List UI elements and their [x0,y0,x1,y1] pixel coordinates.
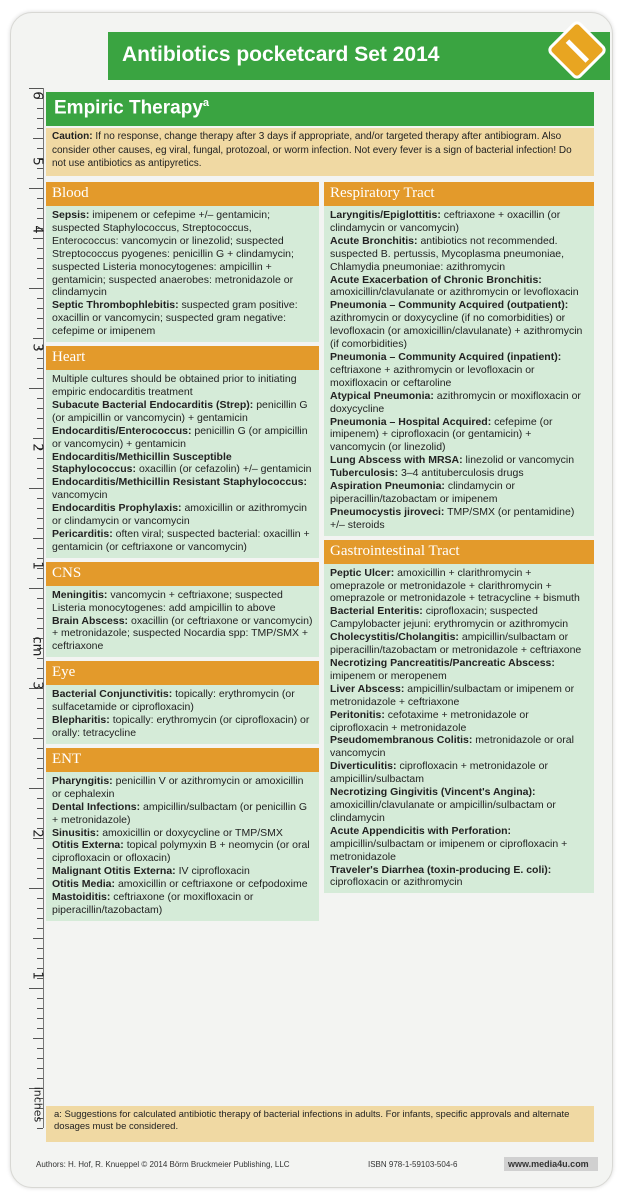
condition-name: Dental Infections: [52,800,141,813]
therapy-entry [52,615,314,654]
section-heading: Eye [46,661,319,685]
ruler-tick [29,488,43,489]
ruler-tick [37,218,43,219]
ruler-tick [37,418,43,419]
ruler-tick [37,598,43,599]
section-heading: ENT [46,748,319,772]
condition-name: Malignant Otitis Externa: [52,865,176,878]
condition-name: Tuberculosis: [330,467,399,480]
condition-name: Aspiration Pneumonia: [330,480,445,493]
therapy-entry [330,825,589,864]
treatment-text: suspected gram positive: oxacillin or vancomycin; suspected gram negative: cefepime or imipenem [52,299,298,338]
therapy-entry [52,399,314,425]
ruler-number: 3 [29,343,45,352]
ruler-tick [37,618,43,619]
ruler-tick [37,1008,43,1009]
ruler-tick [37,758,43,759]
therapy-entry [330,760,589,786]
treatment-text: ceftriaxone + oxacillin (or clindamycin or vancomycin) [330,209,561,234]
ruler-tick [37,868,43,869]
section-body [46,685,319,744]
condition-name: Laryngitis/Epiglottitis: [330,209,441,221]
ruler-tick [37,108,43,109]
ruler-tick [37,258,43,259]
ruler-number: 4 [29,225,45,234]
treatment-text: amoxicillin or doxycycline or TMP/SMX [102,826,283,839]
treatment-text: ciprofloxacin; suspected Campylobacter jejuni: erythromycin or azithromycin [330,605,569,631]
treatment-text: penicillin G (or ampicillin or vancomycin) + gentamicin [52,424,308,450]
therapy-entry [52,865,314,878]
condition-name: Bacterial Enteritis: [330,605,423,618]
therapy-entry [52,209,314,299]
ruler-number: 1 [29,561,45,570]
ruler-tick [37,548,43,549]
condition-name: Sinusitis: [52,826,100,839]
treatment-text: ampicillin/sulbactam or piperacillin/tazobactam or metronidazole + ceftriaxone [330,631,582,657]
ruler-tick [37,848,43,849]
measurement-ruler [14,88,44,1128]
therapy-entry [330,390,589,416]
condition-name: Mastoiditis: [52,891,111,904]
ruler-number: 6 [29,91,45,100]
condition-name: Endocarditis Prophylaxis: [52,502,182,515]
therapy-entry [52,775,314,801]
ruler-number: 2 [29,829,45,838]
left-column [46,182,319,925]
section-heading: CNS [46,562,319,586]
section-heading: Blood [46,182,319,206]
ruler-tick [33,938,43,939]
therapy-entry [52,878,314,891]
section-heading: Heart [46,346,319,370]
ruler-tick [37,458,43,459]
treatment-text: 3–4 antituberculosis drugs [401,467,524,480]
ruler-tick [37,328,43,329]
section-body [46,206,319,342]
ruler-tick [37,1058,43,1059]
condition-name: Bacterial Conjunctivitis: [52,688,173,701]
treatment-text: Multiple cultures should be obtained prior to initiating empiric endocarditis treatment [52,373,297,398]
ruler-tick [37,708,43,709]
ruler-tick [37,718,43,719]
ruler-tick [37,918,43,919]
therapy-entry [52,827,314,840]
ruler-tick [37,278,43,279]
ruler-tick [37,128,43,129]
treatment-text: ceftriaxone (or moxifloxacin or piperacillin/tazobactam) [52,891,254,916]
section-heading: Gastrointestinal Tract [324,540,594,564]
treatment-text: topically: erythromycin (or ciprofloxacin) or orally: tetracycline [52,714,310,739]
ruler-tick [29,588,43,589]
condition-name: Cholecystitis/Cholangitis: [330,631,459,644]
treatment-text: often viral; suspected bacterial: oxacillin + gentamicin (or ceftriaxone or vancomycin) [52,527,310,553]
condition-name: Pneumonia – Hospital Acquired: [330,415,492,428]
treatment-text: penicillin V or azithromycin or amoxicillin or cephalexin [52,774,304,800]
condition-name: Endocarditis/Methicillin Resistant Staphylococcus: [52,476,307,489]
ruler-tick [37,178,43,179]
right-column [324,182,594,897]
treatment-text: penicillin G (or ampicillin or vancomycin) + gentamicin [52,398,308,424]
condition-name: Pseudomembranous Colitis: [330,734,473,747]
condition-name: Brain Abscess: [52,614,129,627]
section-body [46,586,319,658]
condition-name: Acute Bronchitis: [330,234,418,247]
condition-name: Necrotizing Gingivitis (Vincent's Angina): [330,786,536,799]
ruler-tick [29,788,43,789]
treatment-text: ampicillin/sulbactam (or penicillin G + metronidazole) [52,800,307,826]
therapy-entry [52,589,314,615]
ruler-tick [37,898,43,899]
treatment-text: amoxicillin/clavulanate or azithromycin or levofloxacin [330,286,579,299]
section-body [324,206,594,536]
ruler-tick [37,1028,43,1029]
ruler-tick [37,698,43,699]
ruler-tick [37,468,43,469]
ruler-tick [37,508,43,509]
treatment-text: ampicillin/sulbactam or imipenem or metronidazole + ceftriaxone [330,682,575,708]
ruler-tick [37,778,43,779]
treatment-text: amoxicillin/clavulanate or ampicillin/sulbactam or clindamycin [330,798,556,824]
section-eye [46,661,319,744]
treatment-text: clindamycin or piperacillin/tazobactam or imipenem [330,480,515,505]
treatment-text: topically: erythromycin (or sulfacetamide or ciprofloxacin) [52,688,295,714]
ruler-tick [37,498,43,499]
ruler-tick [37,318,43,319]
condition-name: Traveler's Diarrhea (toxin-producing E. coli): [330,863,552,876]
condition-name: Peritonitis: [330,708,385,721]
publisher-link[interactable]: www.media4u.com [504,1157,598,1171]
treatment-text: oxacillin (or cefazolin) +/– gentamicin [138,463,312,476]
treatment-text: amoxicillin or azithromycin or clindamycin or vancomycin [52,502,308,528]
ruler-tick [37,728,43,729]
isbn: ISBN 978-1-59103-504-6 [368,1160,458,1169]
ruler-tick [37,358,43,359]
ruler-tick [29,988,43,989]
therapy-entry [330,683,589,709]
therapy-entry [330,235,589,274]
ruler-number: 2 [29,443,45,452]
ruler-tick [37,308,43,309]
footnote: a: Suggestions for calculated antibiotic therapy of bacterial infections in adults. For infants, specific approvals and alternate dosages must be considered. [46,1106,594,1142]
treatment-text: oxacillin (or ceftriaxone or vancomycin) + metronidazole; suspected Nocardia spp: TMP/SMX + ceftriaxone [52,614,313,653]
ruler-tick [37,268,43,269]
ruler-tick [33,138,43,139]
therapy-entry [52,801,314,827]
therapy-entry [52,839,314,865]
ruler-tick [37,148,43,149]
therapy-entry [330,467,589,480]
therapy-entry [330,709,589,735]
ruler-tick [29,188,43,189]
therapy-entry [330,416,589,455]
ruler-tick [29,288,43,289]
therapy-entry [52,425,314,451]
condition-name: Sepsis: [52,209,90,221]
section-ent [46,748,319,921]
ruler-tick [33,538,43,539]
treatment-text: antibiotics not recommended. suspected B. pertussis, Mycoplasma pneumoniae, Chlamydia pneumoniae: azithromycin [330,234,565,273]
ruler-tick [37,398,43,399]
therapy-entry [52,502,314,528]
card-title: Antibiotics pocketcard Set 2014 [108,32,610,80]
therapy-entry [52,451,314,477]
ruler-tick [37,378,43,379]
treatment-text: ceftriaxone + azithromycin or levofloxacin or moxifloxacin or ceftaroline [330,363,535,389]
section-heading: Respiratory Tract [324,182,594,206]
treatment-text: azithromycin or doxycycline (if no comorbidities) or levofloxacin (or amoxicillin/clavulanate) + azithromycin (if comorbidities) [330,312,583,351]
condition-name: Lung Abscess with MRSA: [330,454,463,467]
ruler-tick [37,668,43,669]
ruler-number: 3 [29,681,45,690]
ruler-unit-label: inches [31,1086,45,1123]
therapy-entry [52,891,314,917]
ruler-tick [37,428,43,429]
ruler-tick [37,998,43,999]
therapy-entry [330,351,589,390]
ruler-tick [37,1018,43,1019]
ruler-tick [37,908,43,909]
therapy-entry [330,480,589,506]
ruler-tick [37,958,43,959]
condition-name: Pericarditis: [52,527,113,540]
therapy-entry [330,299,589,351]
ruler-tick [37,1078,43,1079]
ruler-tick [37,1128,43,1129]
ruler-tick [37,928,43,929]
treatment-text: linezolid or vancomycin [465,454,575,467]
treatment-text: azithromycin or moxifloxacin or doxycycline [330,389,581,415]
condition-name: Endocarditis/Enterococcus: [52,424,192,437]
treatment-text: ciprofloxacin or azithromycin [330,876,463,889]
condition-name: Pneumocystis jiroveci: [330,505,445,518]
section-heart [46,346,319,558]
condition-name: Necrotizing Pancreatitis/Pancreatic Abscess: [330,657,555,669]
condition-name: Diverticulitis: [330,760,397,773]
treatment-text: amoxicillin or ceftriaxone or cefpodoxime [117,878,308,891]
ruler-tick [37,768,43,769]
condition-name: Meningitis: [52,588,108,601]
ruler-tick [37,808,43,809]
treatment-text: imipenem or cefepime +/– gentamicin; suspected Staphylococcus, Streptococcus, Enterococcus: vancomycin or linezolid; suspected Streptococcus pyogenes: penicillin G + clindamycin; suspected Listeria monocytogenes: ampicillin + gentamicin; suspected anaerobes: metronidazole or clindamycin [52,209,294,299]
ruler-tick [33,438,43,439]
ruler-tick [37,518,43,519]
treatment-text: TMP/SMX (or pentamidine) +/– steroids [330,505,575,531]
ruler-tick [37,118,43,119]
ruler-tick [33,1038,43,1039]
ruler-tick [37,858,43,859]
treatment-text: cefepime (or imipenem) + ciprofloxacin (or gentamicin) + vancomycin (or linezolid) [330,415,553,454]
therapy-entry [330,734,589,760]
ruler-tick [37,628,43,629]
treatment-text: IV ciprofloxacin [178,865,250,878]
therapy-entry [330,605,589,631]
therapy-entry [330,631,589,657]
caution-box: Caution: If no response, change therapy after 3 days if appropriate, and/or targeted therapy after antibiogram. Also consider other causes, eg viral, fungal, protozoal, or worm infection. Not every fever is a sign of bacterial infection! Do not use antibiotics as antipyretics. [46,128,594,176]
ruler-tick [37,948,43,949]
therapy-entry [330,657,589,683]
therapy-entry [330,209,589,235]
ruler-tick [37,478,43,479]
section-cns [46,562,319,658]
ruler-tick [37,818,43,819]
ruler-tick [33,238,43,239]
condition-name: Liver Abscess: [330,682,405,695]
ruler-number: 1 [29,971,45,980]
condition-name: Atypical Pneumonia: [330,389,434,402]
section-blood [46,182,319,342]
condition-name: Septic Thrombophlebitis: [52,299,179,312]
condition-name: Pharyngitis: [52,774,113,787]
therapy-entry [330,786,589,825]
treatment-text: imipenem or meropenem [330,669,447,682]
section-body [324,564,594,894]
treatment-text: ampicillin/sulbactam or imipenem or ciprofloxacin + metronidazole [330,837,568,863]
ruler-tick [29,388,43,389]
section-body [46,370,319,558]
therapy-entry [330,864,589,890]
section-respiratory-tract [324,182,594,536]
condition-name: Acute Appendicitis with Perforation: [330,824,512,837]
ruler-tick [37,878,43,879]
ruler-tick [37,528,43,529]
treatment-text: vancomycin + ceftriaxone; suspected Listeria monocytogenes: add ampicillin to above [52,588,283,614]
ruler-tick [37,658,43,659]
ruler-tick [37,248,43,249]
treatment-text: cefotaxime + metronidazole or ciprofloxacin + metronidazole [330,708,529,734]
treatment-text: topical polymyxin B + neomycin (or oral ciprofloxacin or ofloxacin) [52,839,310,865]
therapy-entry [52,476,314,502]
therapy-entry [52,714,314,740]
ruler-tick [37,298,43,299]
section-gastrointestinal-tract [324,540,594,894]
ruler-tick [37,208,43,209]
condition-name: Otitis Media: [52,878,116,891]
condition-name: Endocarditis/Methicillin Susceptible Staphylococcus: [52,450,232,476]
therapy-entry [330,567,589,606]
ruler-tick [37,748,43,749]
section-body [46,772,319,921]
treatment-text: metronidazole or oral vancomycin [330,734,574,760]
condition-name: Peptic Ulcer: [330,566,395,579]
condition-name: Acute Exacerbation of Chronic Bronchitis: [330,273,542,286]
therapy-entry [52,528,314,554]
authors-credit: Authors: H. Hof, R. Knueppel © 2014 Börm Bruckmeier Publishing, LLC [36,1160,290,1169]
ruler-tick [37,368,43,369]
condition-name: Pneumonia – Community Acquired (outpatient): [330,299,569,312]
therapy-entry [330,274,589,300]
treatment-text: vancomycin [52,489,108,502]
ruler-tick [37,608,43,609]
treatment-text: ciprofloxacin + metronidazole or ampicillin/sulbactam [330,760,548,786]
ruler-tick [29,888,43,889]
ruler-tick [33,338,43,339]
therapy-entry [330,454,589,467]
condition-name: Blepharitis: [52,714,110,727]
therapy-entry [52,688,314,714]
ruler-tick [37,1068,43,1069]
ruler-number: 5 [29,157,45,166]
ruler-number: cm [29,636,45,657]
ruler-tick [37,198,43,199]
treatment-text: amoxicillin + clarithromycin + omeprazole or metronidazole + clarithromycin + omeprazole or metronidazole + tetracycline + bismuth [330,566,580,605]
therapy-entry [52,373,314,399]
condition-name: Subacute Bacterial Endocarditis (Strep): [52,398,254,411]
ruler-tick [37,408,43,409]
ruler-tick [37,798,43,799]
therapy-entry [330,506,589,532]
ruler-tick [37,1048,43,1049]
ruler-tick [37,578,43,579]
ruler-tick [33,738,43,739]
condition-name: Pneumonia – Community Acquired (inpatient): [330,350,562,363]
therapy-entry [52,299,314,338]
condition-name: Otitis Externa: [52,839,124,852]
page-title: Empiric Therapy$^a$ [46,92,594,126]
